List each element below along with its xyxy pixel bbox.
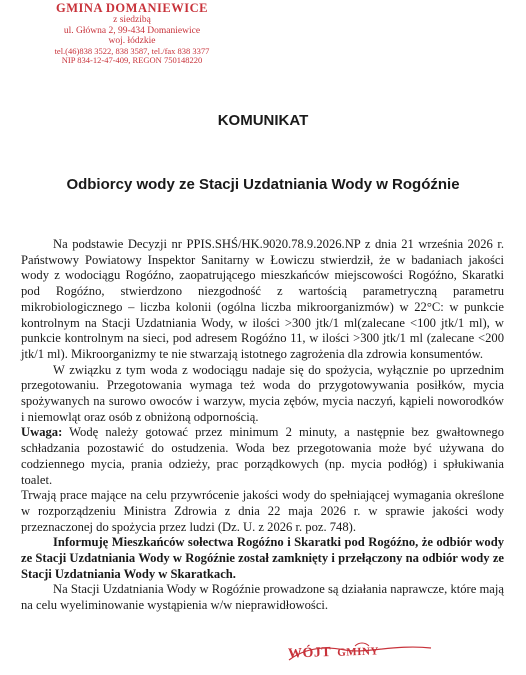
stamp-name: GMINA DOMANIEWICE (56, 1, 208, 15)
municipality-stamp (32, 0, 232, 66)
stamp-phone: tel.(46)838 3522, 838 3587, tel./fax 838 3377 (54, 45, 210, 56)
stamp-address: ul. Główna 2, 99-434 Domaniewice (63, 25, 201, 36)
document-body (21, 237, 504, 614)
document-subtitle: Odbiorcy wody ze Stacji Uzdatniania Wody w Rogóźnie (66, 176, 460, 193)
paragraph-repair-works: Trwają prace mające na celu przywrócenie jakości wody do spełniającej wymagania określone w rozporządzeniu Ministra Zdrowia z dnia 22 maja 2026 r. w sprawie jakości wody przeznaczonej do spożycia przez ludzi (Dz. U. z 2026 r. poz. 748). (21, 488, 504, 534)
signature-wojt: WÓJT (287, 645, 332, 662)
warning-text: Wodę należy gotować przez minimum 2 minuty, a następnie bez gwałtownego schładzania pozostawić do ostudzenia. Woda bez przegotowania może być używana do codziennego mycia, prania odzieży, prac porządkowych (np. mycia podłóg) i spłukiwania toalet. (21, 425, 504, 487)
mayor-signature-stamp (288, 641, 379, 662)
stamp-seat: z siedzibą (113, 15, 151, 25)
paragraph-switch-notice: Informuję Mieszkańców sołectwa Rogóźno i Skaratki pod Rogóźno, że odbiór wody ze Stacji Uzdatniania Wody w Rogóźnie został zamknięty i przełączony na odbiór wody ze Stacji Uzdatniania Wody w Skaratkach. (21, 535, 504, 581)
paragraph-corrective-actions: Na Stacji Uzdatniania Wody w Rogóźnie prowadzone są działania naprawcze, które mają na celu wyeliminowanie wystąpienia w/w nieprawidłowości. (21, 582, 504, 613)
paragraph-warning (21, 425, 504, 488)
signature-gminy: GMINY (337, 645, 380, 659)
paragraph-decision: Na podstawie Decyzji nr PPIS.SHŚ/HK.9020.78.9.2026.NP z dnia 21 września 2026 r. Państwowy Powiatowy Inspektor Sanitarny w Łowiczu stwierdził, że w badaniach jakości wody z wodociągu Rogóźno, zaopatrującego mieszkańców miejscowości Rogóźno, Skaratki pod Rogóźno, stwierdzono niezgodność z wartością parametryczną parametru mikrobiologicznego – liczba kolonii (ogólna liczba mikroorganizmów) w 22°C: w punkcie kontrolnym na Stacji Uzdatniania Wody, w ilości >300 jtk/1 ml(zalecane <100 jtk/1 ml), w punkcie kontrolnym na sieci, pod adresem Rogóźno 11, w ilości >300 jtk/1 ml (zalecane <200 jtk/1 ml). Mikroorganizmy te nie stwarzają istotnego zagrożenia dla zdrowia konsumentów. (21, 237, 504, 361)
stamp-voivodeship: woj. łódzkie (108, 36, 156, 46)
stamp-nip-regon: NIP 834-12-47-409, REGON 750148220 (61, 55, 203, 65)
paragraph-boiling-required: W związku z tym woda z wodociągu nadaje się do spożycia, wyłącznie po uprzednim przegotowaniu. Przegotowania wymaga też woda do przygotowywania posiłków, mycia spożywanych na surowo owoców i warzyw, mycia zębów, mycia naczyń, kąpieli noworodków i niemowląt oraz osób z obniżoną odpornością. (21, 362, 504, 424)
document-title: KOMUNIKAT (217, 112, 309, 129)
warning-label: Uwaga: (21, 425, 63, 440)
